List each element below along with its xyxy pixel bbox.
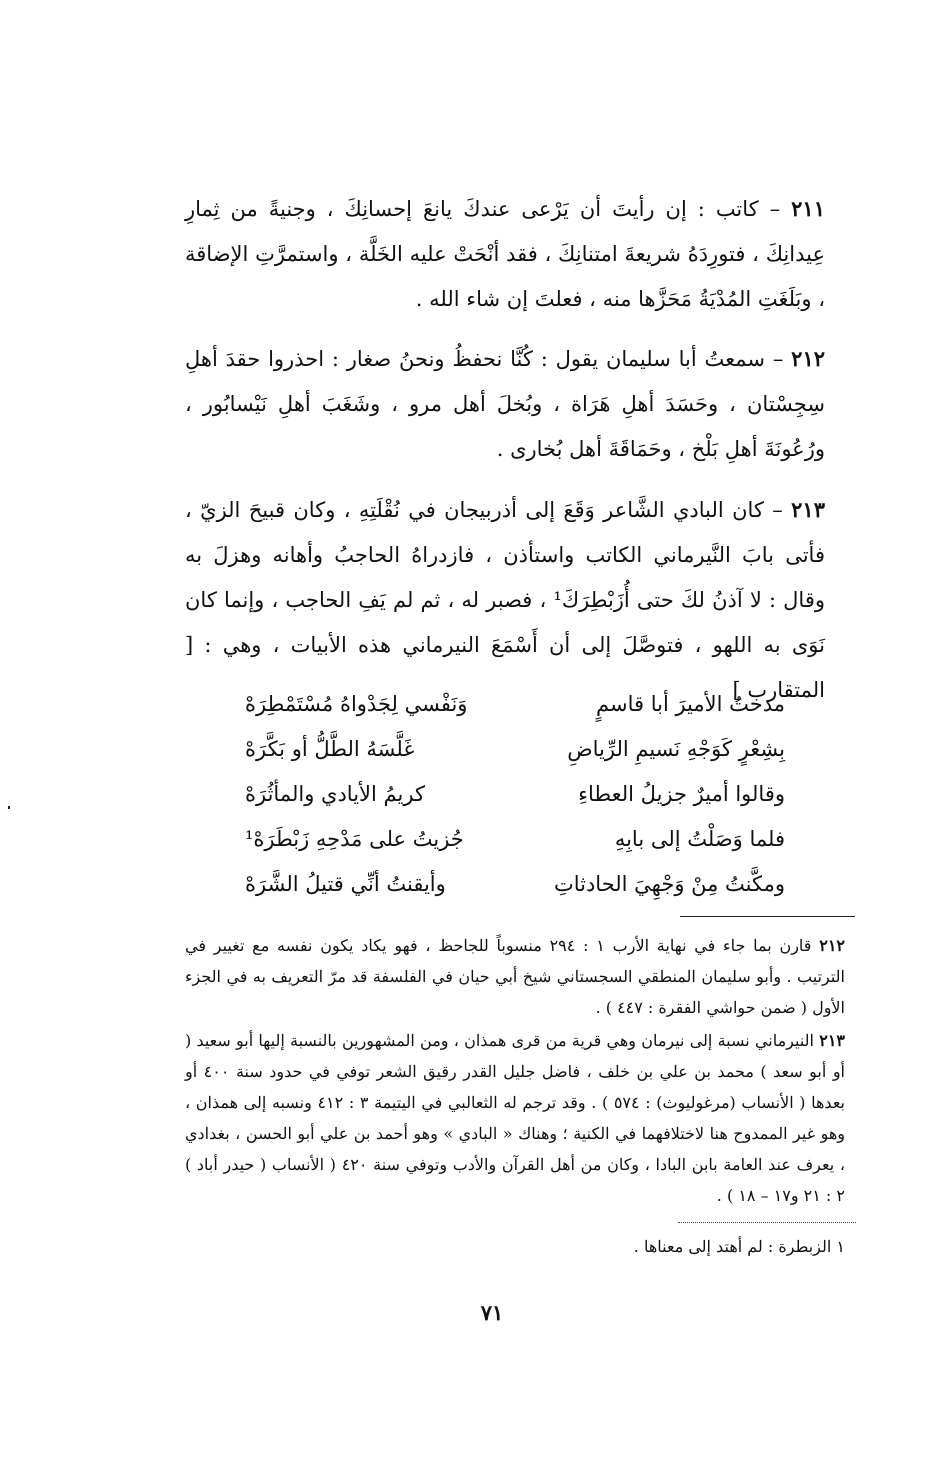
note-number: ١	[836, 1237, 845, 1256]
marginal-note	[400, 1232, 845, 1262]
note-separator	[678, 1222, 856, 1223]
second-hemistich: جُزيتُ على مَدْحِهِ زَبْطَرَهْ¹	[245, 827, 464, 851]
first-hemistich: بِشِعْرٍ كَوَجْهِ نَسيمِ الرِّياضِ	[567, 737, 785, 761]
footnote-text: قارن بما جاء في نهاية الأرب ١ : ٢٩٤ منسوباً للجاحظ ، فهو يكاد يكون نفسه مع تغيير في الترتيب . وأبو سليمان المنطقي السجستاني شيخ أبي حيان في الفلسفة قد مرّ التعريف به في الجزء الأول ( ضمن حواشي الفقرة : ٤٤٧ ) .	[185, 936, 845, 1017]
poem-verse	[245, 772, 785, 817]
poem-verse	[245, 727, 785, 772]
footnote-number: ٢١٢	[819, 936, 846, 955]
second-hemistich: وَنَفْسي لِجَدْواهُ مُسْتَمْطِرَهْ	[245, 692, 468, 716]
paragraph-text: – سمعتُ أبا سليمان يقول : كُنَّا نحفظُ ونحنُ صغار : احذروا حقدَ أهلِ سِجِسْتان ، وحَسَدَ أهلِ هَرَاة ، وبُخلَ أهل مرو ، وشَغَبَ أهلِ نَيْسابُور ، ورُعُونَةَ أهلِ بَلْخ ، وحَمَاقَةَ أهل بُخارى .	[185, 347, 825, 461]
second-hemistich: وأيقنتُ أنِّي قتيلُ الشَّرَهْ	[245, 872, 446, 896]
footnote-213	[185, 1025, 845, 1211]
second-hemistich: غَلَّسَهُ الطَّلُّ أو بَكَّرَهْ	[245, 737, 415, 761]
paragraph-211	[185, 186, 825, 322]
second-hemistich: كريمُ الأيادي والمأثُرَهْ	[245, 782, 425, 806]
paragraph-213	[185, 487, 825, 713]
paragraph-number: ٢١٣	[791, 497, 825, 522]
first-hemistich: ومكَّنتُ مِنْ وَجْهِيَ الحادثاتِ	[553, 872, 785, 896]
poem-verse	[245, 682, 785, 727]
footnote-number: ٢١٣	[819, 1031, 845, 1050]
first-hemistich: وقالوا أميرٌ جزيلُ العطاءِ	[578, 782, 785, 806]
page-number: ٧١	[480, 1300, 504, 1325]
scan-speck	[8, 806, 10, 809]
poem-verse	[245, 817, 785, 862]
paragraph-text: – كان البادي الشَّاعر وَقَعَ إلى أذربيجان في نُقْلَتِهِ ، وكان قبيحَ الزيّ ، فأتى بابَ النَّيرماني الكاتب واستأذن ، فازدراهُ الحاجبُ وأهانه وهزلَ به وقال : لا آذنُ لكَ حتى أُزَبْطِرَكَ¹ ، فصبر له ، ثم لم يَفِ الحاجب ، وإنما كان نَوَى به اللهو ، فتوصَّلَ إلى أن أَسْمَعَ النيرماني هذه الأبيات ، وهي : [ المتقارب ]	[185, 498, 825, 702]
footnote-separator	[680, 916, 855, 917]
paragraph-number: ٢١٢	[791, 346, 826, 371]
paragraph-text: – كاتب : إن رأيتَ أن يَرْعى عندكَ يانعَ إحسانِكَ ، وجنيةً من ثِمارِ عِيدانِكَ ، فتورِدَهُ شريعةَ امتنانِكَ ، فقد أنْحَتْ عليه الخَلَّة ، واستمرَّتِ الإضاقة ، وبَلَغَتِ المُدْيَةُ مَحَزَّها منه ، فعلتَ إن شاء الله .	[185, 197, 825, 311]
footnote-212	[185, 930, 845, 1023]
poem	[245, 682, 785, 907]
footnote-text: النيرماني نسبة إلى نيرمان وهي قرية من قرى همذان ، ومن المشهورين بالنسبة إليها أبو سعيد ( أو أبو سعد ) محمد بن علي بن خلف ، فاضل جليل القدر رقيق الشعر توفي في حدود سنة ٤٠٠ أو بعدها ( الأنساب (مرغوليوث) : ٥٧٤ ) . وقد ترجم له الثعالبي في اليتيمة ٣ : ٤١٢ ونسبه إلى همذان ، وهو غير الممدوح هنا لاختلافهما في الكنية ؛ وهناك « البادي » وهو أحمد بن علي أبو الحسن ، بغدادي ، يعرف عند العامة بابن البادا ، وكان من أهل القرآن والأدب وتوفي سنة ٤٢٠ ( الأنساب ( حيدر أباد ) ٢ : ٢١ و١٧ – ١٨ ) .	[185, 1031, 846, 1205]
paragraph-number: ٢١١	[791, 196, 825, 221]
first-hemistich: فلما وَصَلْتُ إلى بابِهِ	[614, 827, 785, 851]
paragraph-212	[185, 336, 825, 472]
poem-verse	[245, 862, 785, 907]
note-text: الزبطرة : لم أهتد إلى معناها .	[633, 1237, 832, 1256]
first-hemistich: مدحتُ الأميرَ أبا قاسمٍ	[596, 692, 785, 716]
